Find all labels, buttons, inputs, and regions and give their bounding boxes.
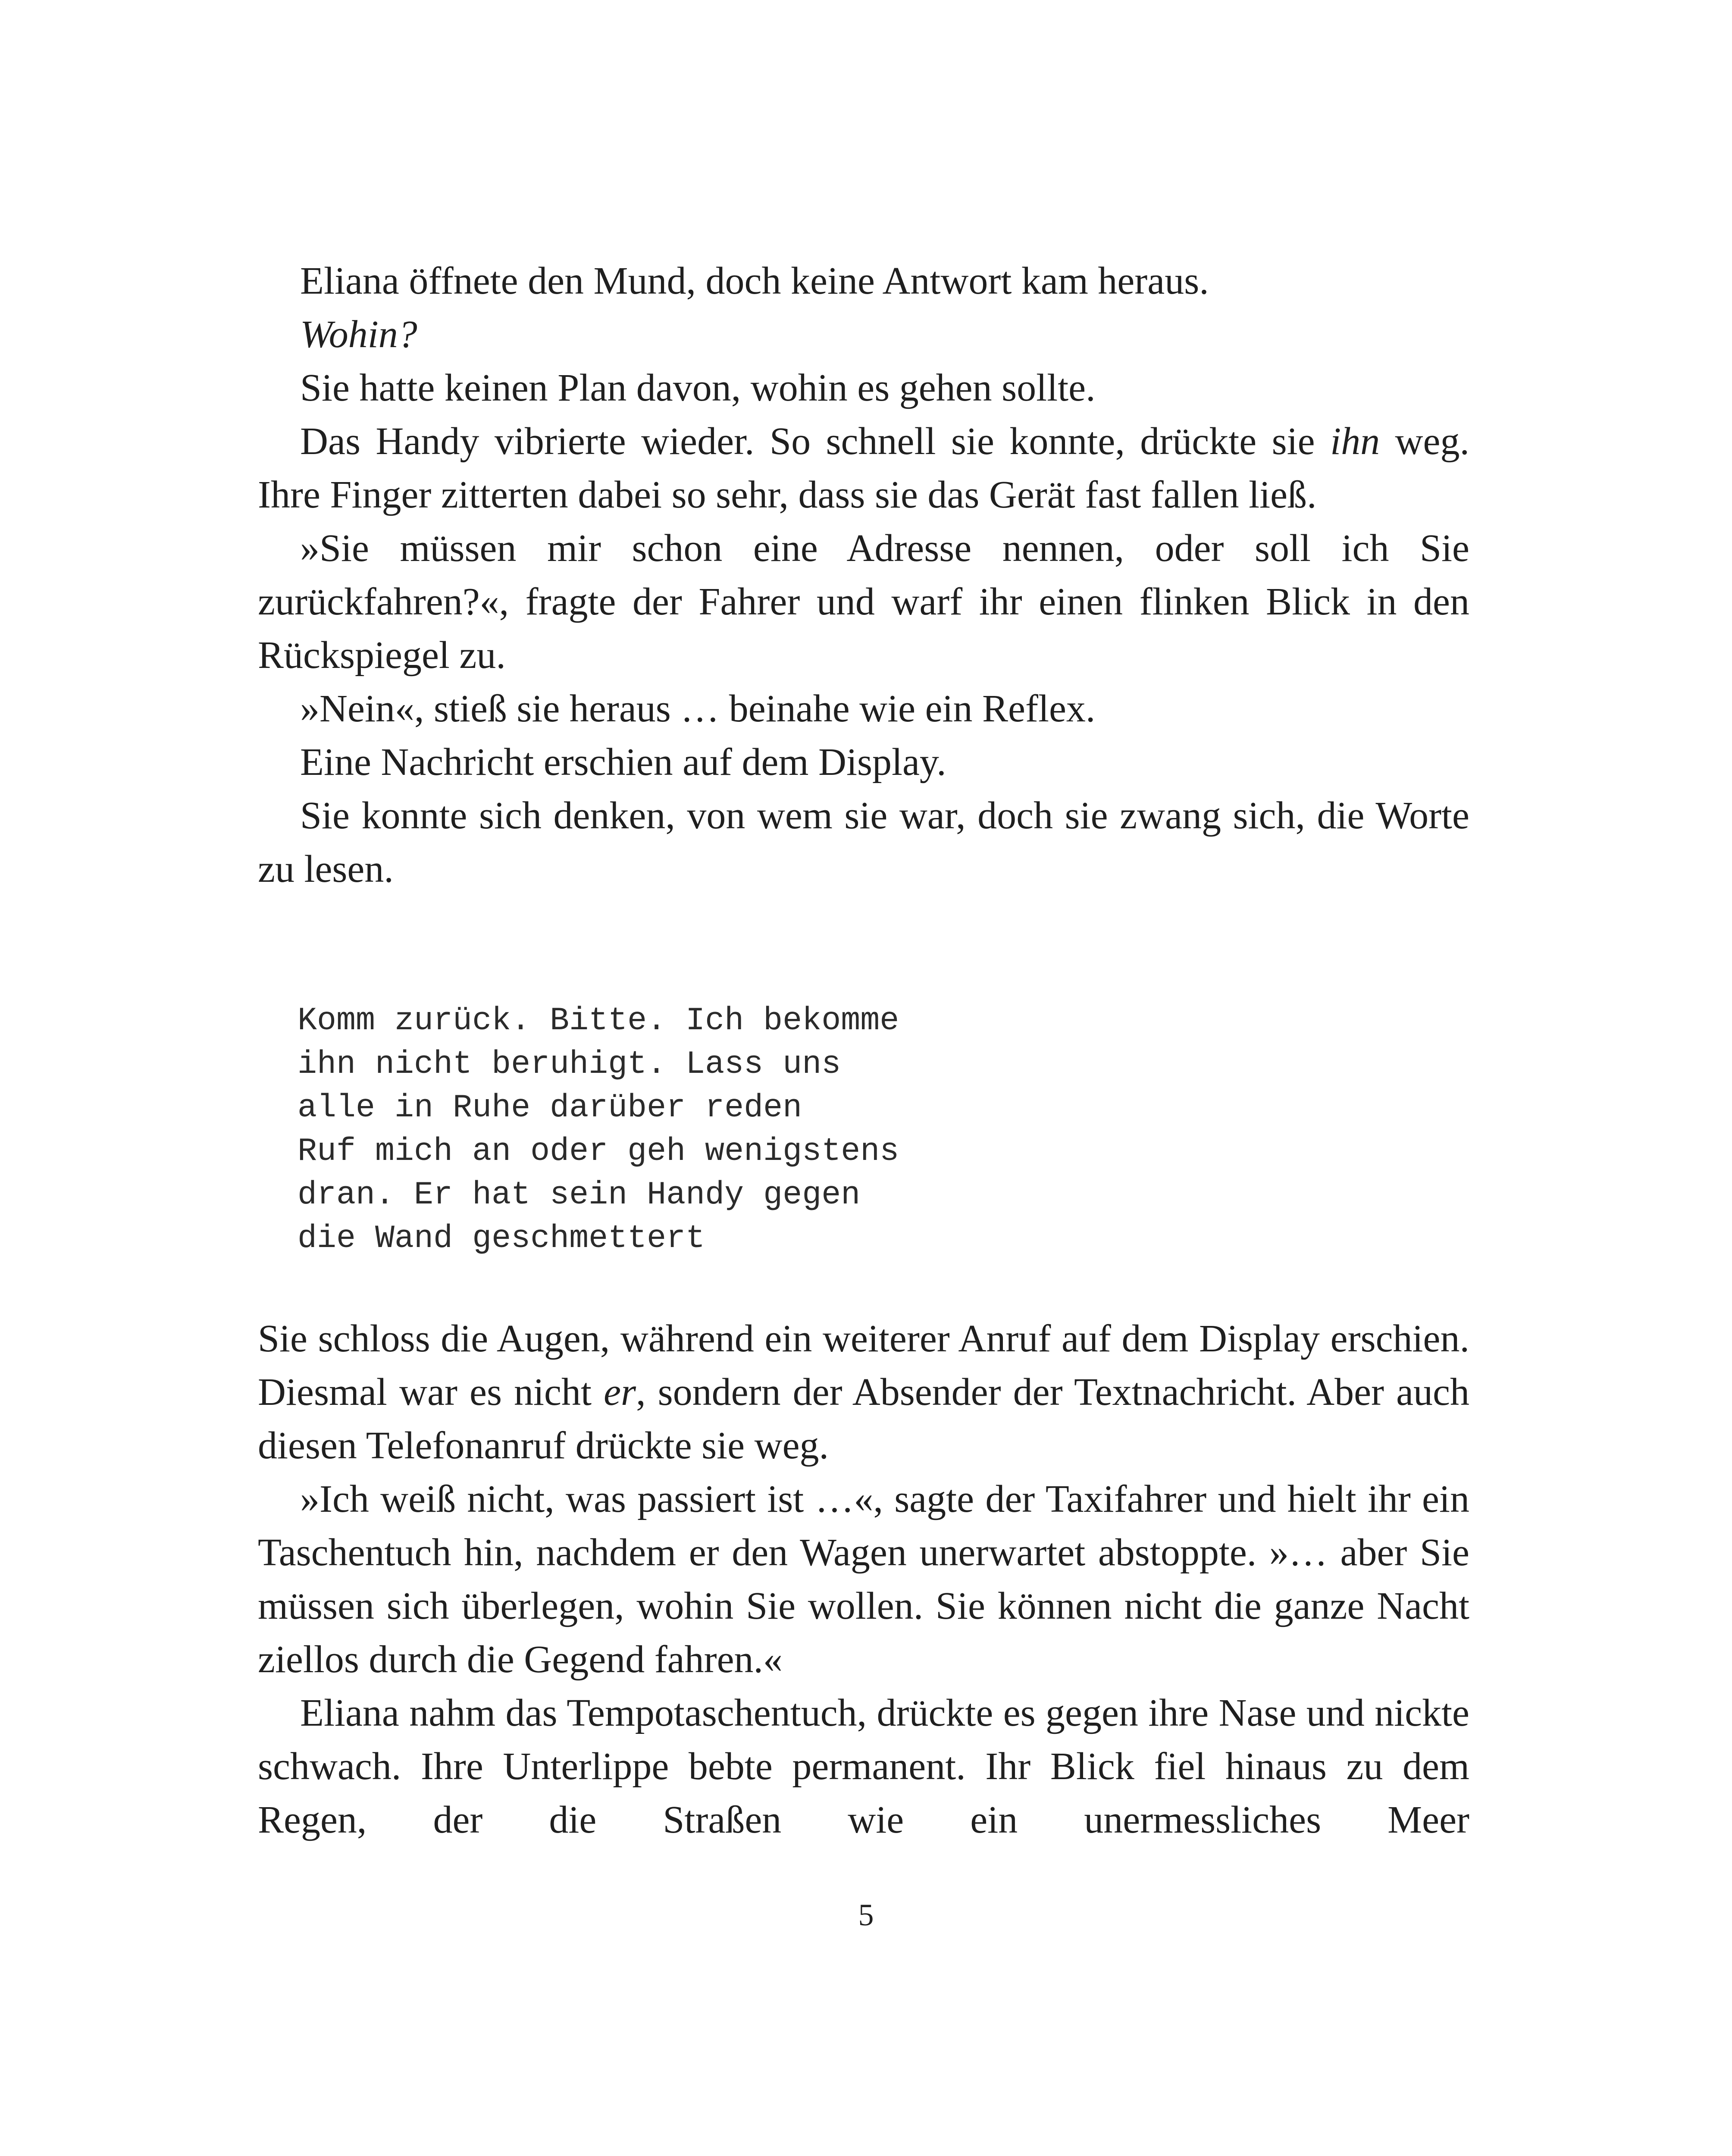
italic-text: ihn: [1330, 420, 1380, 463]
paragraph-text: Sie schloss die Augen, während ein weiterer Anruf auf dem Display erschien. Diesmal war es nicht: [258, 1317, 1469, 1413]
text-message: [298, 999, 899, 1260]
message-line: dran. Er hat sein Handy gegen: [298, 1177, 861, 1213]
paragraph-text: , sondern der Absender der Textnachricht. Aber auch diesen Telefonanruf drückte sie weg.: [258, 1371, 1470, 1467]
message-line: Komm zurück. Bitte. Ich bekomme: [298, 1003, 899, 1039]
paragraph: Sie hatte keinen Plan davon, wohin es gehen sollte.: [300, 367, 1096, 409]
paragraph: Eine Nachricht erschien auf dem Display.: [300, 741, 946, 783]
italic-text: Wohin?: [300, 313, 417, 356]
message-line: die Wand geschmettert: [298, 1220, 705, 1257]
page-number: 5: [858, 1898, 874, 1932]
message-line: alle in Ruhe darüber reden: [298, 1090, 802, 1126]
message-line: Ruf mich an oder geh wenigstens: [298, 1133, 899, 1170]
italic-text: er: [604, 1371, 636, 1413]
paragraph: [258, 415, 1469, 522]
paragraph-text: Das Handy vibrierte wieder. So schnell sie konnte, drückte sie: [300, 420, 1331, 463]
paragraph: Eliana nahm das Tempotaschentuch, drückte es gegen ihre Nase und nickte schwach. Ihre Unterlippe bebte permanent. Ihr Blick fiel hinaus zu dem Regen, der die Straßen wie ein unermessliches Meer: [258, 1692, 1469, 1841]
message-line: ihn nicht beruhigt. Lass uns: [298, 1046, 841, 1083]
text-section-top: [258, 254, 1469, 896]
paragraph: »Nein«, stieß sie heraus … beinahe wie ein Reflex.: [300, 687, 1096, 730]
paragraph: Sie konnte sich denken, von wem sie war, doch sie zwang sich, die Worte zu lesen.: [258, 794, 1469, 890]
paragraph: [258, 308, 1469, 361]
paragraph: [258, 1312, 1469, 1473]
paragraph: »Sie müssen mir schon eine Adresse nennen, oder soll ich Sie zurückfahren?«, fragte der Fahrer und warf ihr einen flinken Blick in den Rückspiegel zu.: [258, 527, 1469, 677]
paragraph-text: weg. Ihre Finger zitterten dabei so sehr, dass sie das Gerät fast fallen ließ.: [258, 420, 1470, 516]
paragraph: »Ich weiß nicht, was passiert ist …«, sagte der Taxifahrer und hielt ihr ein Taschentuch hin, nachdem er den Wagen unerwartet abstoppte. »… aber Sie müssen sich überlegen, wohin Sie wollen. Sie können nicht die ganze Nacht ziellos durch die Gegend fahren.«: [258, 1478, 1469, 1681]
text-section-bottom: [258, 1312, 1469, 1847]
paragraph: Eliana öffnete den Mund, doch keine Antwort kam heraus.: [300, 260, 1209, 302]
